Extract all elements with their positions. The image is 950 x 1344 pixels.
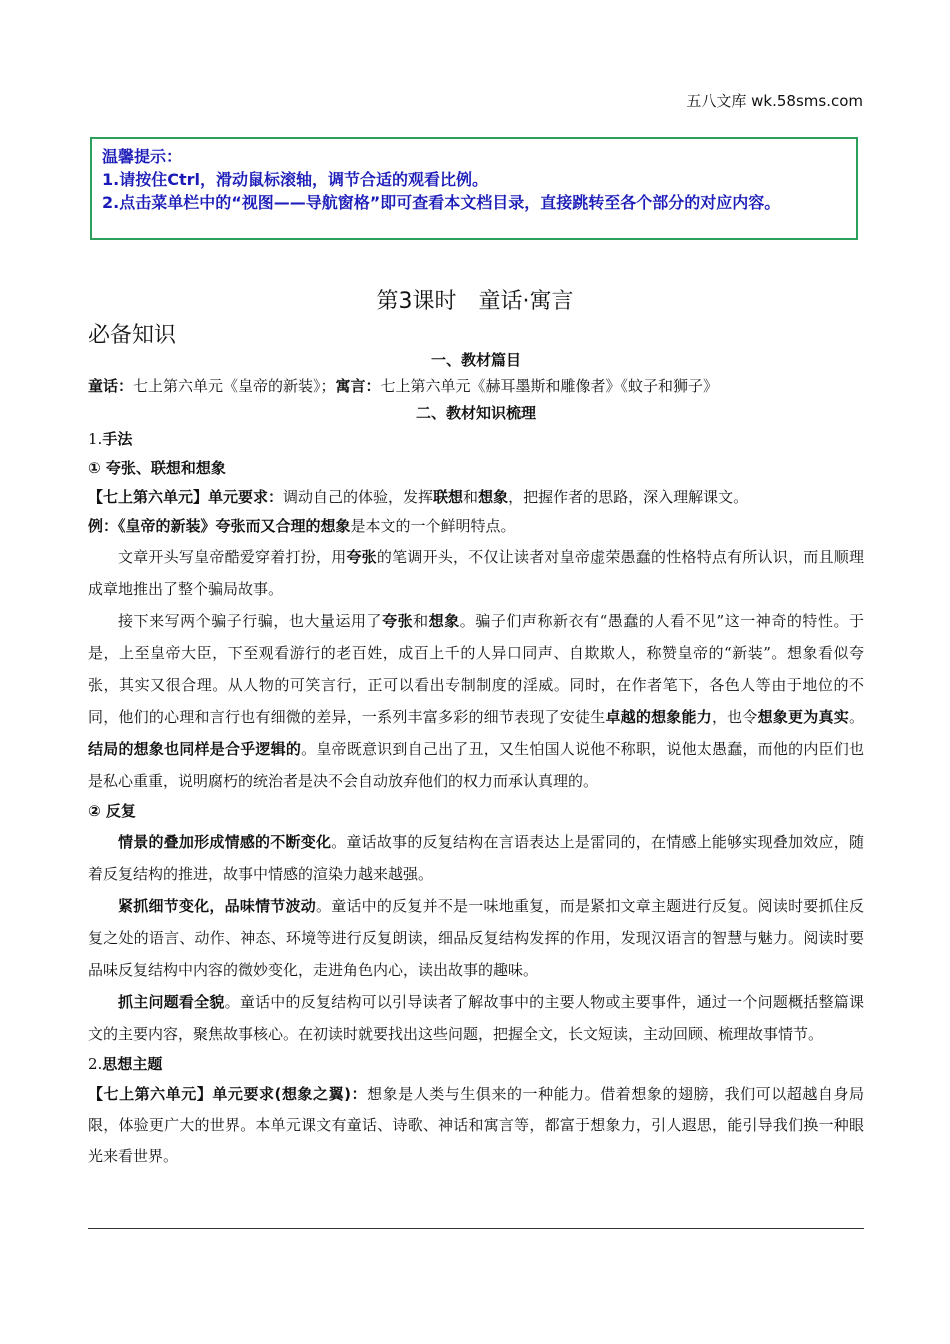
subsection-1-number: 1. (88, 430, 103, 448)
p1-text-b: 的笔调开头，不仅让读者对皇帝虚荣愚蠢的性格特点有所认识，而且顺理成章地推出了整个骗局故事。 (88, 548, 864, 598)
p2-text-b: 。骗子们声称新衣有“愚蠢的人看不见”这一神奇的特性。于是，上至皇帝大臣，下至观看游行的老百姓，成百上千的人异口同声、自欺欺人，称赞皇帝的“新装”。想象看似夸张，其实又很合理。从人物的可笑言行，正可以看出专制制度的淫威。同时，在作者笔下，各色人等由于地位的不同，他们的心理和言行也有细微的差异，一系列丰富多彩的细节表现了安徒生 (88, 612, 864, 726)
p1-keyword: 夸张 (346, 548, 377, 566)
unit-requirement (88, 483, 864, 512)
r3-text: 。童话中的反复结构可以引导读者了解故事中的主要人物或主要事件，通过一个问题概括整篇课文的主要内容，聚焦故事核心。在初读时就要找出这些问题，把握全文，长文短读，主动回顾、梳理故事情节。 (88, 993, 864, 1043)
example-bold: 例：《皇帝的新装》夸张而又合理的想象 (88, 517, 351, 535)
theme-req-text: 想象是人类与生俱来的一种能力。借着想象的翅膀，我们可以超越自身局限，体验更广大的世界。本单元课文有童话、诗歌、神话和寓言等，都富于想象力，引人遐思，能引导我们换一种眼光来看世界。 (88, 1085, 864, 1165)
theme-requirement (88, 1079, 864, 1172)
example-line (88, 512, 864, 541)
tip-title: 温馨提示： (102, 147, 183, 166)
p2-keyword-4: 想象更为真实 (757, 708, 849, 726)
paragraph-2 (88, 605, 864, 797)
lesson-title: 第3课时 童话·寓言 (376, 289, 574, 314)
subsection-2-title: 思想主题 (102, 1055, 163, 1073)
repetition-paragraph-2 (88, 890, 864, 986)
repetition-paragraph-1 (88, 826, 864, 890)
theme-req-label: 【七上第六单元】单元要求(想象之翼)： (88, 1085, 368, 1103)
r1-keyword: 情景的叠加形成情感的不断变化 (118, 833, 332, 851)
fairy-text: 七上第六单元《皇帝的新装》； (133, 377, 336, 395)
r2-text: 。童话中的反复并不是一味地重复，而是紧扣文章主题进行反复。阅读时要抓住反复之处的语言、动作、神态、环境等进行反复朗读，细品反复结构发挥的作用，发现汉语言的智慧与魅力。阅读时要品味反复结构中内容的微妙变化，走进角色内心，读出故事的趣味。 (88, 897, 864, 979)
subsection-1-title: 手法 (102, 430, 133, 448)
technique-2-heading: ② 反复 (88, 802, 136, 820)
req-text-a: 调动自己的体验，发挥 (283, 488, 434, 506)
p2-keyword-2: 想象 (428, 612, 460, 630)
textbook-list (88, 372, 864, 401)
fable-label: 寓言： (335, 377, 381, 395)
p2-text-e: 。皇帝既意识到自己出了丑，又生怕国人说他不称职，说他太愚蠢，而他的内臣们也是私心重重，说明腐朽的统治者是决不会自动放弃他们的权力而承认真理的。 (88, 740, 864, 790)
r2-keyword: 紧抓细节变化，品味情节波动 (118, 897, 316, 915)
fable-text: 七上第六单元《赫耳墨斯和雕像者》《蚊子和狮子》 (380, 377, 719, 395)
footer-divider (88, 1228, 864, 1229)
p1-text-a: 文章开头写皇帝酷爱穿着打扮，用 (118, 548, 347, 566)
p2-text-d: 。 (848, 708, 864, 726)
part2-heading: 二、教材知识梳理 (415, 404, 536, 422)
p2-text-a: 接下来写两个骗子行骗，也大量运用了 (118, 612, 383, 630)
document-body (88, 348, 864, 1172)
req-keyword-1: 联想 (433, 488, 464, 506)
repetition-paragraph-3 (88, 986, 864, 1050)
paragraph-1 (88, 541, 864, 605)
site-header-watermark: 五八文库 wk.58sms.com (686, 92, 863, 110)
part1-heading: 一、教材篇目 (430, 351, 521, 369)
p2-text-and: 和 (413, 612, 429, 630)
example-rest: 是本文的一个鲜明特点。 (350, 517, 516, 535)
tip-line-2: 2.点击菜单栏中的“视图——导航窗格”即可查看本文档目录，直接跳转至各个部分的对应内容。 (102, 193, 781, 212)
section-title: 必备知识 (88, 323, 177, 348)
fairy-label: 童话： (88, 377, 134, 395)
req-text-b: ，把握作者的思路，深入理解课文。 (508, 488, 749, 506)
req-keyword-2: 想象 (478, 488, 509, 506)
subsection-2-heading (88, 1050, 864, 1079)
tip-line-1: 1.请按住Ctrl，滑动鼠标滚轴，调节合适的观看比例。 (102, 170, 488, 189)
p2-keyword-3: 卓越的想象能力 (605, 708, 712, 726)
p2-keyword-1: 夸张 (382, 612, 414, 630)
r3-keyword: 抓主问题看全貌 (118, 993, 225, 1011)
p2-text-c: ，也令 (711, 708, 758, 726)
subsection-1-heading (88, 425, 864, 454)
subsection-2-number: 2. (88, 1055, 103, 1073)
technique-1-heading: ① 夸张、联想和想象 (88, 459, 226, 477)
p2-keyword-5: 结局的想象也同样是合乎逻辑的 (88, 740, 302, 758)
req-text-and: 和 (463, 488, 479, 506)
unit-requirement-label: 【七上第六单元】单元要求： (88, 488, 284, 506)
tip-box (90, 137, 858, 240)
r1-text: 。童话故事的反复结构在言语表达上是雷同的，在情感上能够实现叠加效应，随着反复结构的推进，故事中情感的渲染力越来越强。 (88, 833, 864, 883)
